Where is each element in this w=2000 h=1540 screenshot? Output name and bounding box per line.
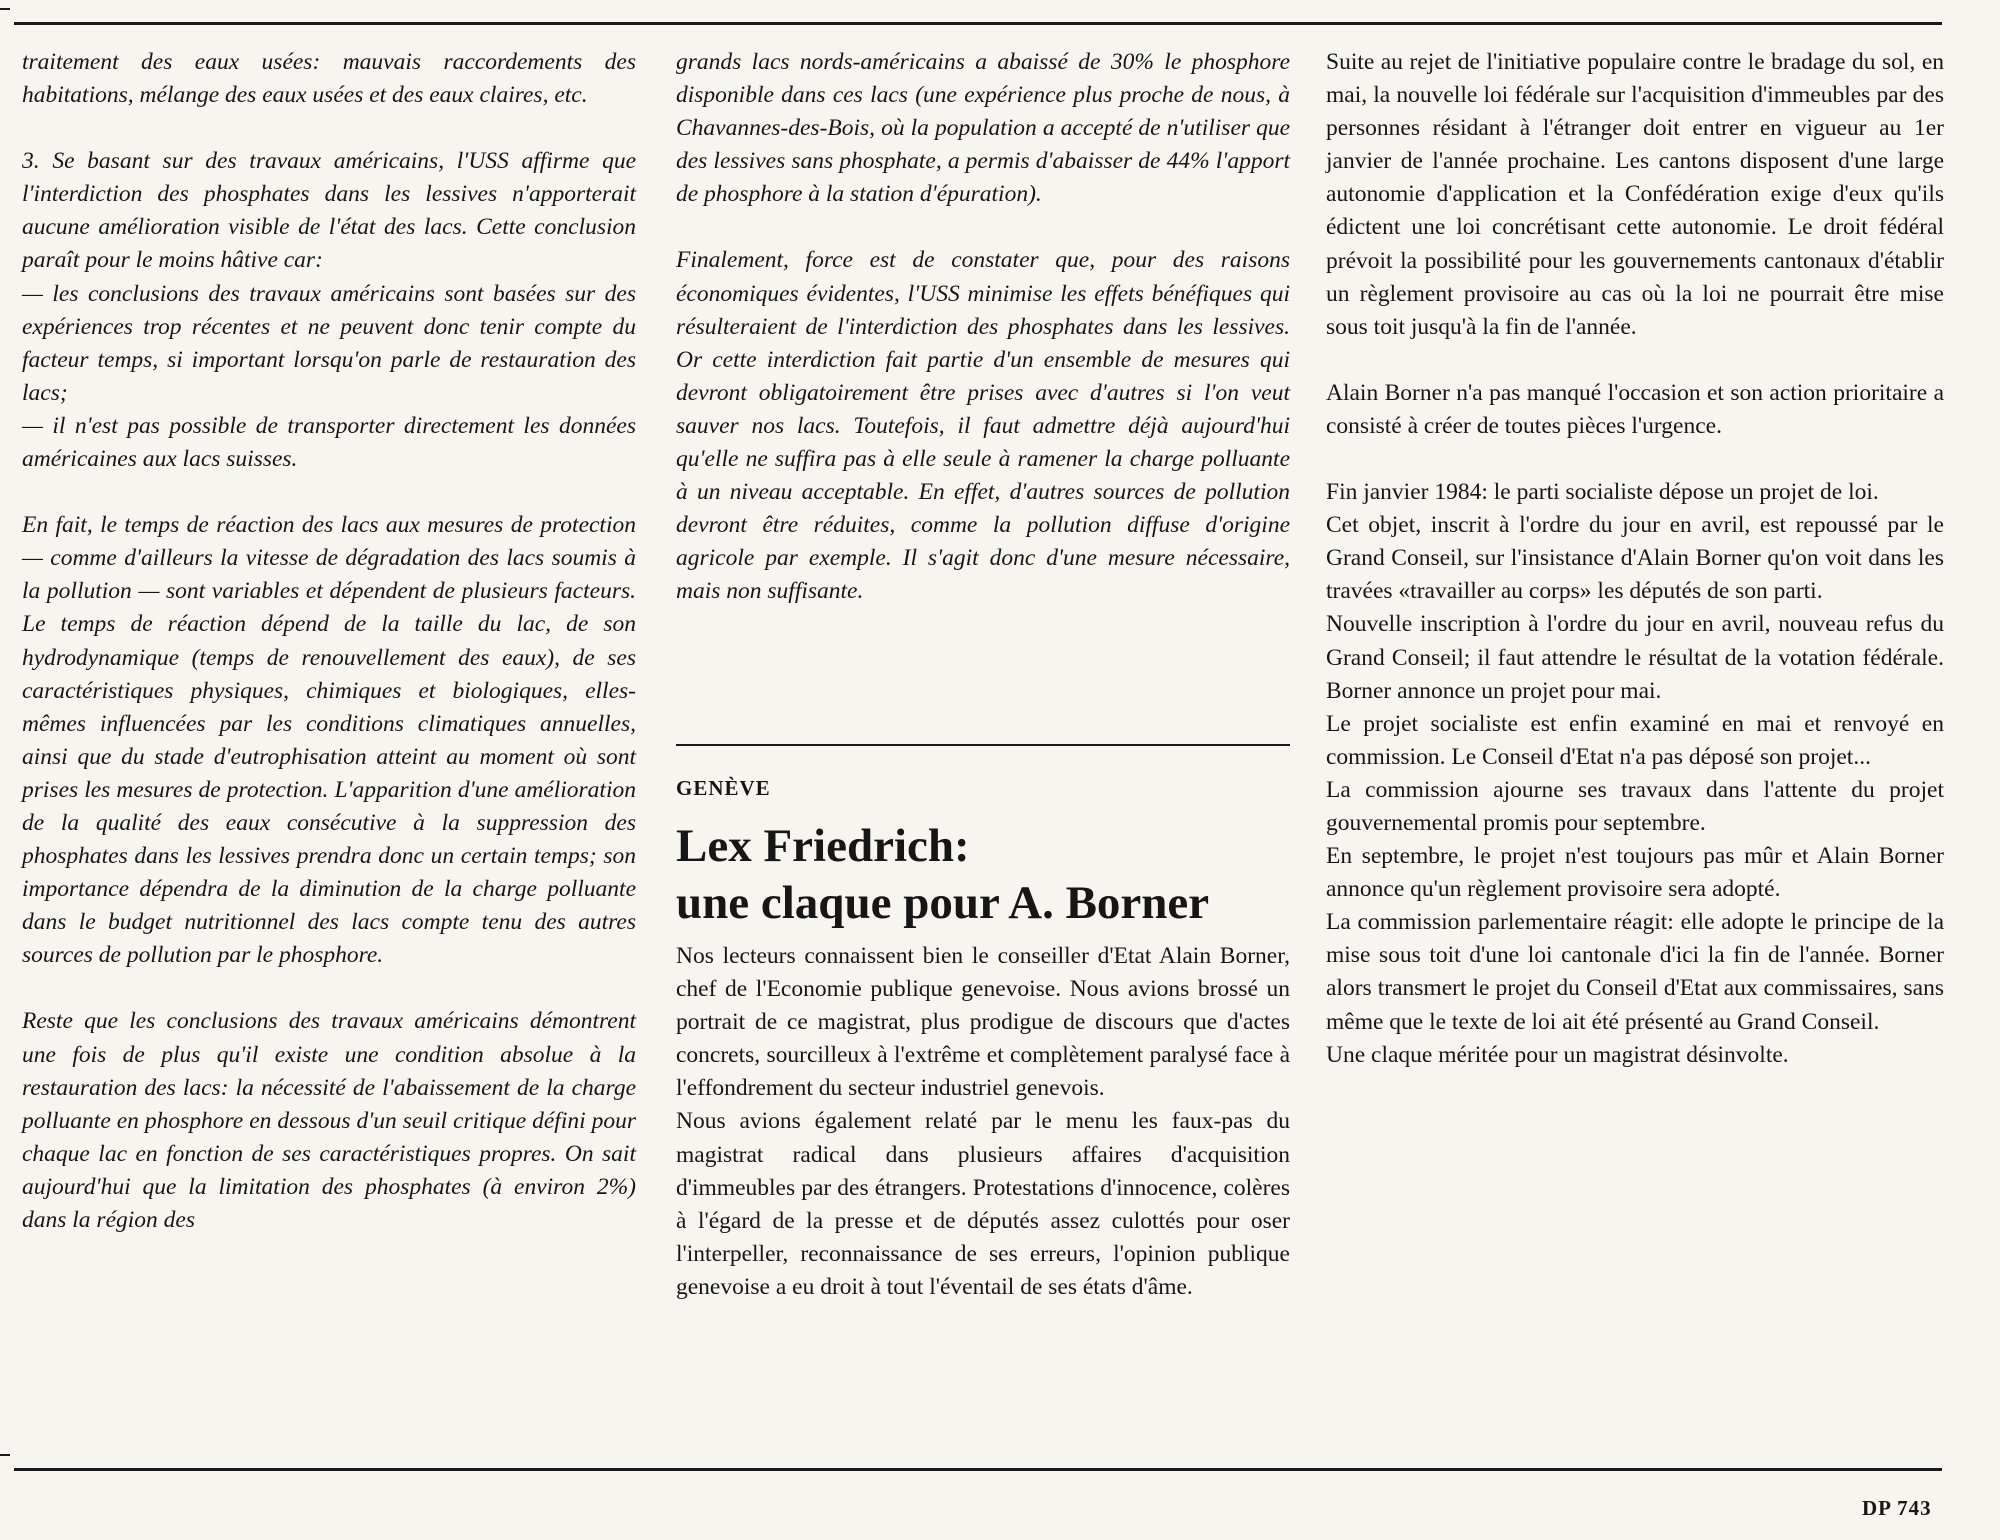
- paragraph: Le projet socialiste est enfin examiné en mai et renvoyé en commission. Le Conseil d'Etat n'a pas déposé son projet...: [1326, 710, 1944, 770]
- paragraph: Une claque méritée pour un magistrat désinvolte.: [1326, 1041, 1789, 1068]
- headline-line: une claque pour A. Borner: [676, 877, 1210, 929]
- paragraph: Nouvelle inscription à l'ordre du jour en avril, nouveau refus du Grand Conseil; il faut attendre le résultat de la votation fédérale. Borner annonce un projet pour mai.: [1326, 611, 1944, 704]
- column-left: [22, 46, 636, 1270]
- article-divider: [676, 744, 1290, 746]
- paragraph: Suite au rejet de l'initiative populaire contre le bradage du sol, en mai, la nouvelle loi fédérale sur l'acquisition d'immeubles par des personnes résidant à l'étranger doit entrer en vigueur au 1er janvier de l'année prochaine. Les cantons disposent d'une large autonomie d'application et la Confédération exige d'eux qu'ils édictent une loi concrétisant cette autonomie. Le droit fédéral prévoit la possibilité pour les gouvernements cantonaux d'établir un règlement provisoire au cas où la loi ne pourrait être mise sous toit jusqu'à la fin de l'année.: [1326, 49, 1944, 340]
- top-rule: [14, 22, 1942, 25]
- section-label: GENÈVE: [676, 776, 771, 800]
- paragraph: Alain Borner n'a pas manqué l'occasion et son action prioritaire a consisté à créer de toutes pièces l'urgence.: [1326, 379, 1944, 439]
- list-item: — les conclusions des travaux américains sont basées sur des expériences trop récentes et ne peuvent donc tenir compte du facteur temps, si important lorsqu'on parle de restauration des lacs;: [22, 280, 636, 406]
- paragraph: La commission parlementaire réagit: elle adopte le principe de la mise sous toit d'une loi cantonale d'ici la fin de l'année. Borner alors transmert le projet du Conseil d'Etat aux commissaires, sans même que le texte de loi ait été présenté au Grand Conseil.: [1326, 909, 1944, 1035]
- paragraph: La commission ajourne ses travaux dans l'attente du projet gouvernemental promis pour septembre.: [1326, 776, 1944, 836]
- paragraph: En fait, le temps de réaction des lacs aux mesures de protection — comme d'ailleurs la vitesse de dégradation des lacs soumis à la pollution — sont variables et dépendent de plusieurs facteurs. Le temps de réaction dépend de la taille du lac, de son hydrodynamique (temps de renouvellement des eaux), de ses caractéristiques physiques, chimiques et biologiques, elles-mêmes influencées par les conditions climatiques annuelles, ainsi que du stade d'eutrophisation atteint au moment où sont prises les mesures de protection. L'apparition d'une amélioration de la qualité des eaux consécutive à la suppression des phosphates dans les lessives prendra donc un certain temps; son importance dépendra de la diminution de la charge polluante dans le budget nutritionnel des lacs compte tenu des autres sources de pollution par le phosphore.: [22, 512, 636, 969]
- article-body: [676, 940, 1290, 1304]
- paragraph: Cet objet, inscrit à l'ordre du jour en avril, est repoussé par le Grand Conseil, sur l'insistance d'Alain Borner qu'on voit dans les travées «travailler au corps» les députés de son parti.: [1326, 512, 1944, 605]
- margin-tick: [0, 8, 10, 10]
- list-item: — il n'est pas possible de transporter directement les données américaines aux lacs suisses.: [22, 412, 636, 473]
- paragraph: Finalement, force est de constater que, pour des raisons économiques évidentes, l'USS minimise les effets bénéfiques qui résulteraient de l'interdiction des phosphates dans les lessives. Or cette interdiction fait partie d'un ensemble de mesures qui devront obligatoirement être prises avec d'autres si l'on veut sauver nos lacs. Toutefois, il faut admettre déjà aujourd'hui qu'elle ne suffira pas à elle seule à ramener la charge polluante à un niveau acceptable. En effet, d'autres sources de pollution devront être réduites, comme la pollution diffuse d'origine agricole par exemple. Il s'agit donc d'une mesure nécessaire, mais non suffisante.: [676, 247, 1290, 605]
- paragraph: grands lacs nords-américains a abaissé de 30% le phosphore disponible dans ces lacs (une expérience plus proche de nous, à Chavannes-des-Bois, où la population a accepté de n'utiliser que des lessives sans phosphate, a permis d'abaisser de 44% l'apport de phosphore à la station d'épuration).: [676, 49, 1290, 208]
- margin-tick: [0, 1454, 10, 1456]
- headline-line: Lex Friedrich:: [676, 820, 970, 872]
- column-middle: [676, 46, 1290, 642]
- bottom-rule: [14, 1468, 1942, 1471]
- paragraph: Fin janvier 1984: le parti socialiste dépose un projet de loi.: [1326, 479, 1879, 506]
- page-number: DP 743: [1862, 1496, 1932, 1520]
- paragraph: Nos lecteurs connaissent bien le conseiller d'Etat Alain Borner, chef de l'Economie publique genevoise. Nous avions brossé un portrait de ce magistrat, plus prodigue de discours que d'actes concrets, sourcilleux à l'extrême et complètement paralysé face à l'effondrement du secteur industriel genevois.: [676, 943, 1290, 1102]
- article-headline: [676, 818, 1316, 932]
- paragraph: traitement des eaux usées: mauvais raccordements des habitations, mélange des eaux usées et des eaux claires, etc.: [22, 49, 636, 109]
- column-right: [1326, 46, 1944, 1072]
- paragraph: Nous avions également relaté par le menu les faux-pas du magistrat radical dans plusieurs affaires d'acquisition d'immeubles par des étrangers. Protestations d'innocence, colères à l'égard de la presse et de députés assez culottés pour oser l'interpeller, reconnaissance de ses erreurs, l'opinion publique genevoise a eu droit à tout l'éventail de ses états d'âme.: [676, 1108, 1290, 1300]
- paragraph: En septembre, le projet n'est toujours pas mûr et Alain Borner annonce qu'un règlement provisoire sera adopté.: [1326, 843, 1944, 903]
- paragraph: 3. Se basant sur des travaux américains, l'USS affirme que l'interdiction des phosphates dans les lessives n'apporterait aucune amélioration visible de l'état des lacs. Cette conclusion paraît pour le moins hâtive car:: [22, 148, 636, 274]
- paragraph: Reste que les conclusions des travaux américains démontrent une fois de plus qu'il existe une condition absolue à la restauration des lacs: la nécessité de l'abaissement de la charge polluante en phosphore en dessous d'un seuil critique défini pour chaque lac en fonction de ses caractéristiques propres. On sait aujourd'hui que la limitation des phosphates (à environ 2%) dans la région des: [22, 1008, 636, 1233]
